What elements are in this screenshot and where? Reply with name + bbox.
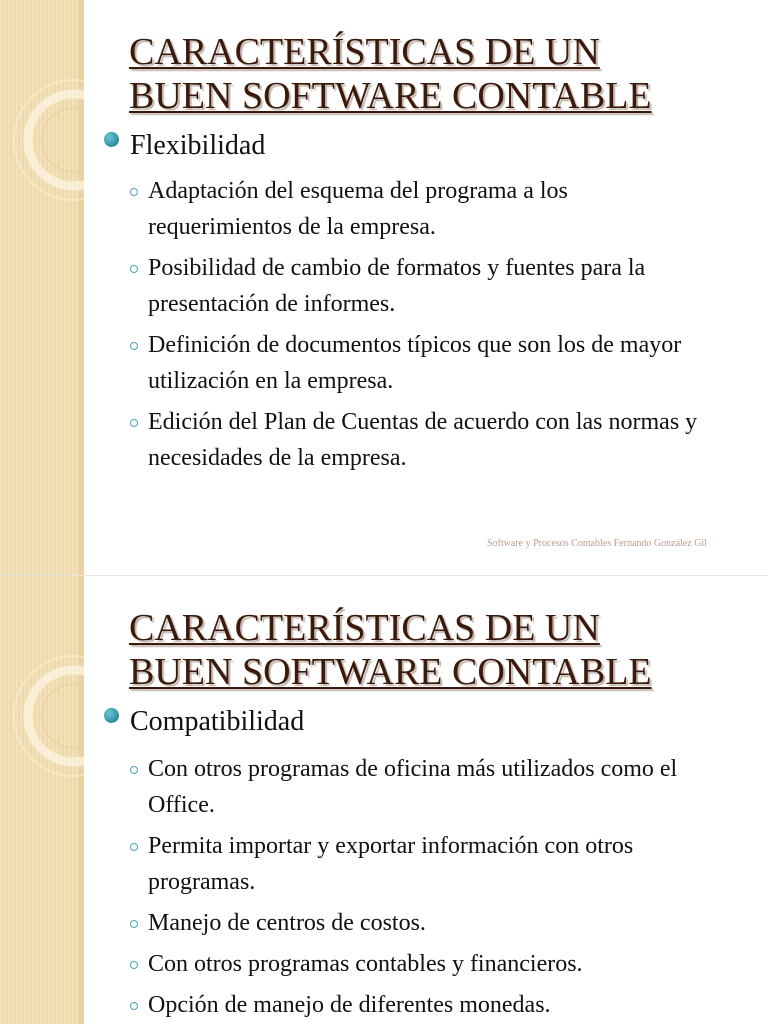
circle-ornament-icon (0, 576, 84, 1024)
slide-2 (0, 576, 768, 1024)
list-item (130, 987, 730, 1023)
bullet-ring-icon (130, 1002, 138, 1010)
bullet-ring-icon (130, 920, 138, 928)
side-decoration (0, 576, 84, 1024)
bullet-ring-icon (130, 961, 138, 969)
title-line-1: CARACTERÍSTICAS DE UN (129, 31, 600, 73)
list-item (130, 751, 730, 823)
bullet-ring-icon (130, 265, 138, 273)
list-item (130, 946, 730, 982)
list-item-text: Adaptación del esquema del programa a los requerimientos de la empresa. (148, 178, 568, 240)
heading-text: Compatibilidad (130, 706, 305, 737)
list-item-text: Con otros programas de oficina más utilizados como el Office. (148, 756, 678, 818)
title-line-2: BUEN SOFTWARE CONTABLE (129, 651, 652, 693)
slide-title (129, 30, 749, 118)
heading-text: Flexibilidad (130, 130, 266, 161)
bullet-heading (104, 705, 304, 739)
bullet-ring-icon (130, 766, 138, 774)
side-decoration (0, 0, 84, 576)
bullet-dot-icon (104, 132, 119, 147)
list-item (130, 327, 730, 399)
sub-list (130, 751, 730, 1024)
list-item (130, 250, 730, 322)
list-item-text: Definición de documentos típicos que son los de mayor utilización en la empresa. (148, 332, 682, 394)
list-item-text: Posibilidad de cambio de formatos y fuentes para la presentación de informes. (148, 255, 646, 317)
bullet-ring-icon (130, 419, 138, 427)
slide-footer: Software y Procesos Contables Fernando González Gil (487, 538, 707, 549)
list-item-text: Manejo de centros de costos. (148, 910, 426, 936)
list-item (130, 905, 730, 941)
list-item (130, 828, 730, 900)
list-item-text: Con otros programas contables y financieros. (148, 951, 583, 977)
list-item-text: Opción de manejo de diferentes monedas. (148, 992, 551, 1018)
list-item (130, 404, 730, 476)
circle-ornament-icon (0, 0, 84, 576)
slide-title (129, 606, 749, 694)
bullet-ring-icon (130, 342, 138, 350)
title-line-2: BUEN SOFTWARE CONTABLE (129, 75, 652, 117)
slide-divider (0, 575, 768, 576)
list-item (130, 173, 730, 245)
bullet-heading (104, 129, 265, 163)
title-line-1: CARACTERÍSTICAS DE UN (129, 607, 600, 649)
bullet-dot-icon (104, 708, 119, 723)
list-item-text: Permita importar y exportar información con otros programas. (148, 833, 634, 895)
bullet-ring-icon (130, 843, 138, 851)
bullet-ring-icon (130, 188, 138, 196)
sub-list (130, 173, 730, 481)
list-item-text: Edición del Plan de Cuentas de acuerdo con las normas y necesidades de la empresa. (148, 409, 698, 471)
